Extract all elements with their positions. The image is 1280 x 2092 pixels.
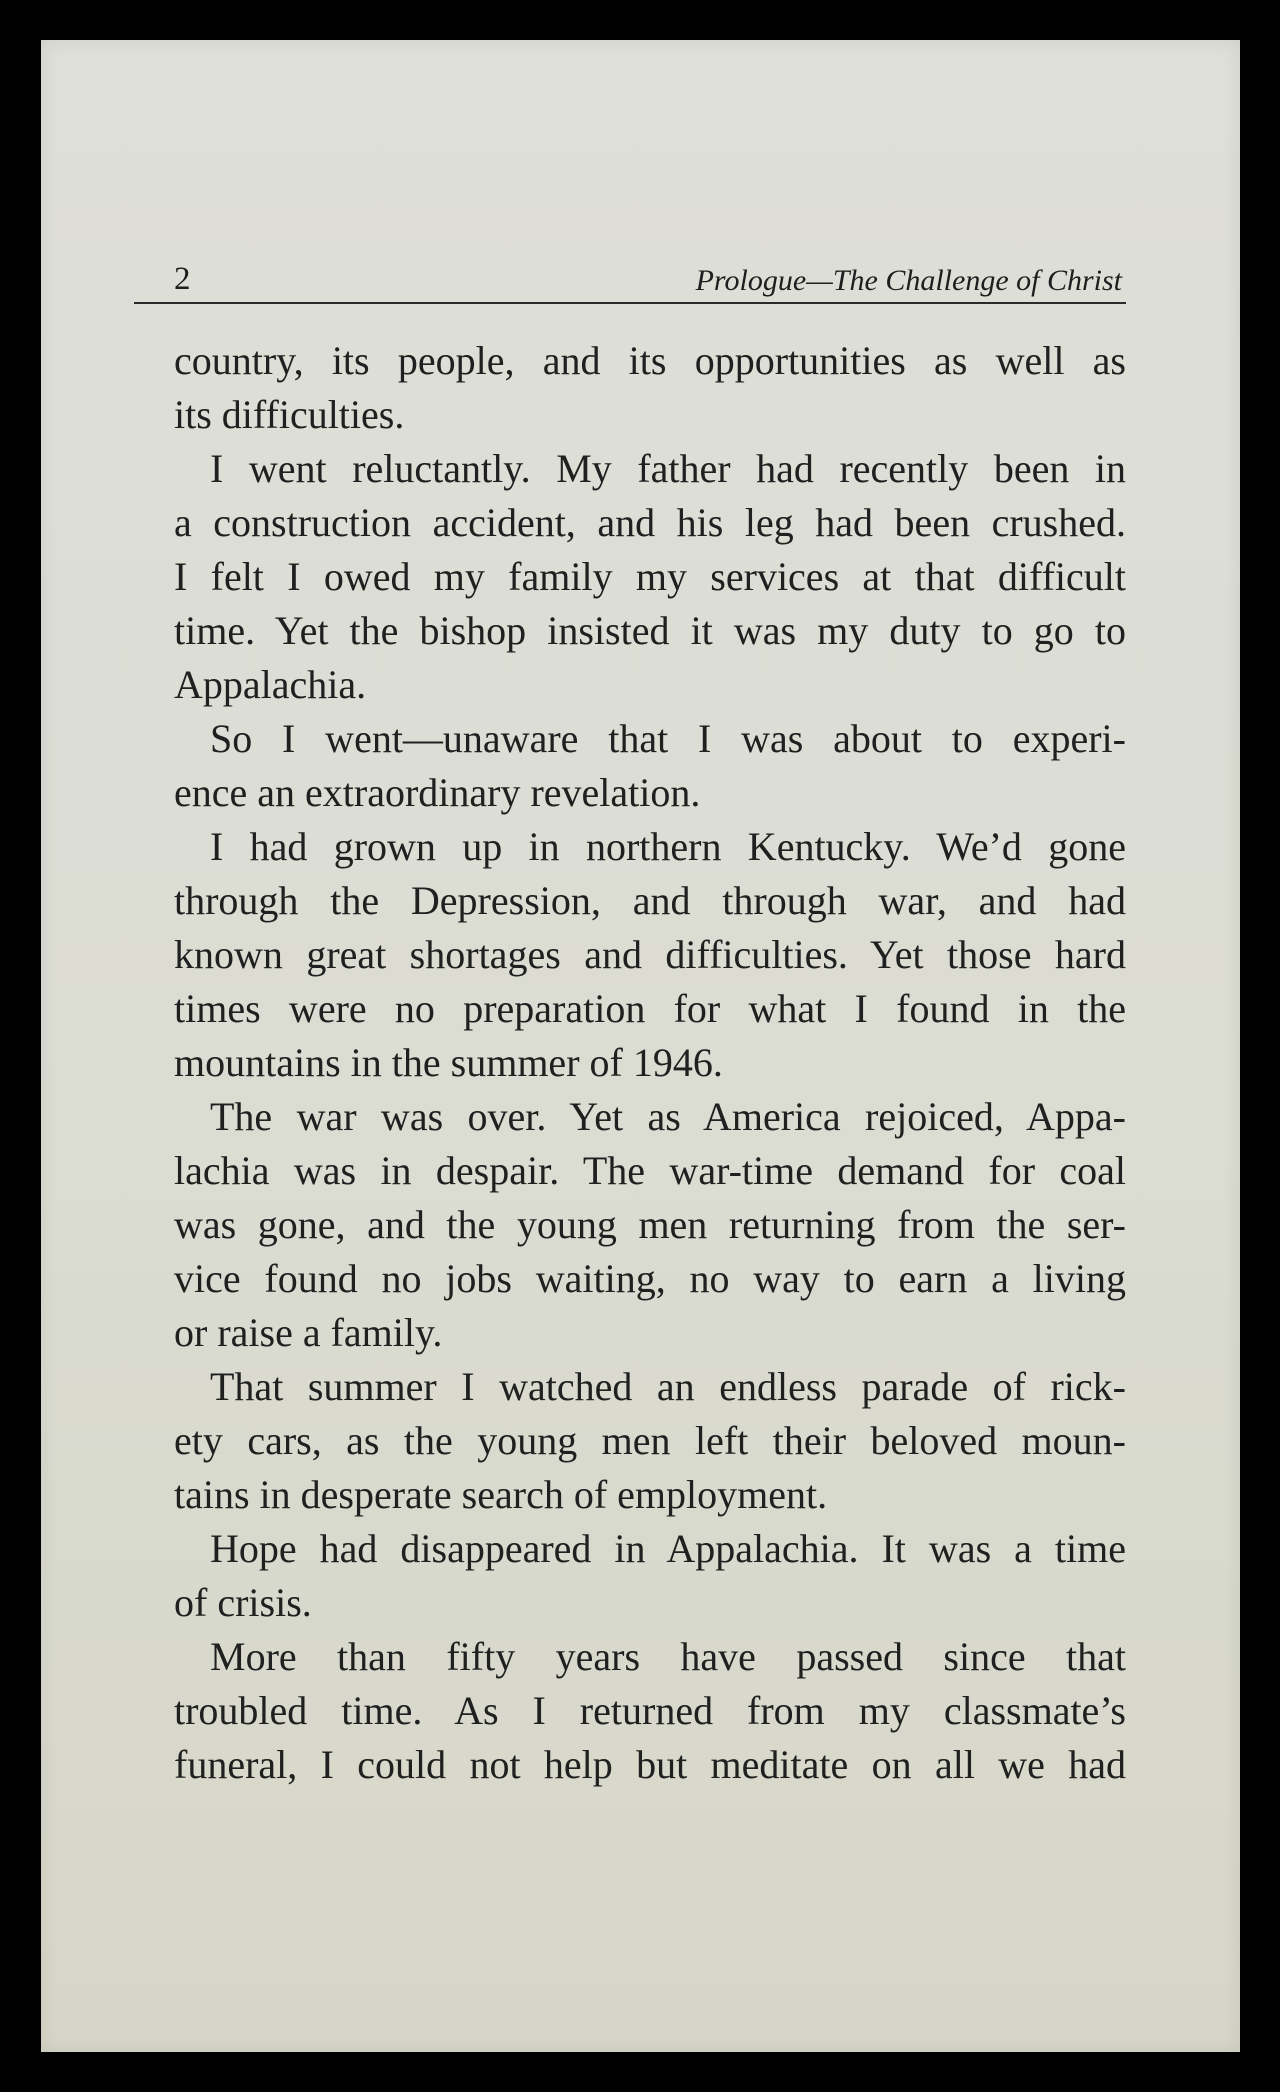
- body-text: [174, 334, 1126, 1792]
- text-line: through the Depression, and through war, and had: [174, 878, 1126, 923]
- text-line: I went reluctantly. My father had recently been in: [210, 446, 1126, 491]
- text-line: time. Yet the bishop insisted it was my duty to go to: [174, 608, 1126, 653]
- text-line: Appalachia.: [174, 662, 367, 707]
- text-line: country, its people, and its opportunities as well as: [174, 338, 1126, 383]
- text-line: a construction accident, and his leg had been crushed.: [174, 500, 1126, 545]
- text-line: funeral, I could not help but meditate on all we had: [174, 1742, 1126, 1787]
- text-line: its difficulties.: [174, 392, 405, 437]
- text-line: ety cars, as the young men left their beloved moun-: [174, 1418, 1126, 1463]
- text-line: vice found no jobs waiting, no way to earn a living: [174, 1256, 1126, 1301]
- text-line: I had grown up in northern Kentucky. We’d gone: [210, 824, 1126, 869]
- text-line: times were no preparation for what I found in the: [174, 986, 1126, 1031]
- running-title: Prologue—The Challenge of Christ: [695, 264, 1122, 297]
- text-line: I felt I owed my family my services at that difficult: [174, 554, 1126, 599]
- text-line: More than fifty years have passed since that: [210, 1634, 1126, 1679]
- page-number: 2: [174, 261, 191, 297]
- text-line: The war was over. Yet as America rejoiced, Appa-: [210, 1094, 1126, 1139]
- text-line: ence an extraordinary revelation.: [174, 770, 701, 815]
- text-line: So I went—unaware that I was about to experi-: [210, 716, 1126, 761]
- text-line: mountains in the summer of 1946.: [174, 1040, 723, 1085]
- text-line: troubled time. As I returned from my classmate’s: [174, 1688, 1126, 1733]
- text-line: lachia was in despair. The war-time demand for coal: [174, 1148, 1126, 1193]
- text-line: was gone, and the young men returning from the ser-: [174, 1202, 1126, 1247]
- text-line: Hope had disappeared in Appalachia. It was a time: [210, 1526, 1126, 1571]
- text-line: of crisis.: [174, 1580, 312, 1625]
- running-head: [134, 258, 1126, 304]
- text-line: That summer I watched an endless parade of rick-: [210, 1364, 1126, 1409]
- text-line: or raise a family.: [174, 1310, 443, 1355]
- text-line: known great shortages and difficulties. Yet those hard: [174, 932, 1126, 977]
- text-line: tains in desperate search of employment.: [174, 1472, 828, 1517]
